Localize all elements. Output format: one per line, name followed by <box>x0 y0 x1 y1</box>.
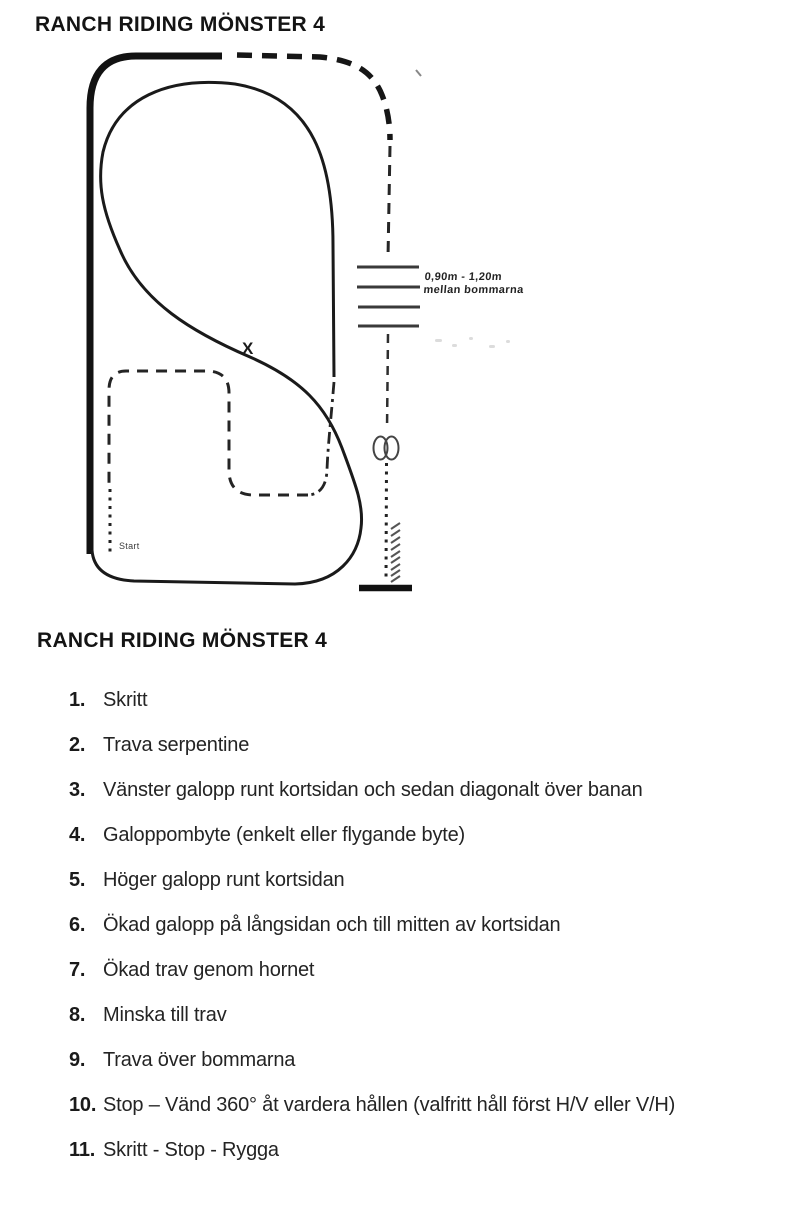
page-title: RANCH RIDING MÖNSTER 4 <box>35 13 326 36</box>
poles-spacing-line1: 0,90m - 1,20m <box>424 271 503 283</box>
step-text: Stop – Vänd 360° åt vardera hållen (valfritt håll först H/V eller V/H) <box>103 1094 676 1116</box>
pattern-step <box>69 1093 789 1117</box>
lead-change-x-label: X <box>242 339 254 358</box>
step-text: Trava över bommarna <box>103 1049 296 1071</box>
step-number: 11. <box>69 1139 96 1161</box>
step-text: Galoppombyte (enkelt eller flygande byte) <box>103 824 466 846</box>
pattern-step <box>69 913 789 937</box>
trot-exit-dashed-line <box>387 334 388 430</box>
scan-noise-mark <box>416 70 421 76</box>
step-text: Ökad trav genom hornet <box>103 959 315 981</box>
pattern-step <box>69 868 789 892</box>
step-number: 3. <box>69 779 86 801</box>
trot-poles <box>357 267 420 326</box>
pattern-step <box>69 733 789 757</box>
pattern-heading: RANCH RIDING MÖNSTER 4 <box>37 629 328 652</box>
step-number: 9. <box>69 1049 86 1071</box>
pattern-step <box>69 1003 789 1027</box>
step-text: Ökad galopp på långsidan och till mitten av kortsidan <box>103 914 561 936</box>
pattern-step <box>69 1138 789 1162</box>
step-number: 10. <box>69 1094 97 1116</box>
step-number: 1. <box>69 689 86 711</box>
pattern-step <box>69 688 789 712</box>
step-text: Trava serpentine <box>103 734 250 756</box>
scan-noise-speck <box>435 339 442 342</box>
start-label: Start <box>119 541 140 551</box>
pattern-step <box>69 778 789 802</box>
trot-serpentine-dashed-path <box>109 371 308 495</box>
step-number: 5. <box>69 869 86 891</box>
scan-noise-speck <box>452 344 457 347</box>
scan-noise-speck <box>489 345 495 348</box>
pattern-steps-list <box>69 688 789 1183</box>
scan-noise-speck <box>469 337 473 340</box>
step-number: 4. <box>69 824 86 846</box>
step-text: Skritt <box>103 689 148 711</box>
step-text: Skritt - Stop - Rygga <box>103 1139 279 1161</box>
poles-spacing-line2: mellan bommarna <box>422 284 525 296</box>
poles-spacing-note <box>423 271 525 297</box>
walk-dotted-line <box>386 463 387 582</box>
back-up-hatches <box>391 523 400 582</box>
step-text: Minska till trav <box>103 1004 227 1026</box>
step-text: Vänster galopp runt kortsidan och sedan diagonalt över banan <box>103 779 643 801</box>
step-text: Höger galopp runt kortsidan <box>103 869 345 891</box>
pattern-step <box>69 1048 789 1072</box>
scan-noise-speck <box>506 340 510 343</box>
step-number: 2. <box>69 734 86 756</box>
lope-loop-path <box>92 82 362 584</box>
trot-approach-dashed-line <box>388 146 390 258</box>
pattern-step <box>69 958 789 982</box>
pattern-step <box>69 823 789 847</box>
step-number: 8. <box>69 1004 86 1026</box>
step-number: 7. <box>69 959 86 981</box>
step-number: 6. <box>69 914 86 936</box>
extended-trot-corner-dashed-path <box>237 55 390 140</box>
turn-360-symbol <box>374 437 399 460</box>
